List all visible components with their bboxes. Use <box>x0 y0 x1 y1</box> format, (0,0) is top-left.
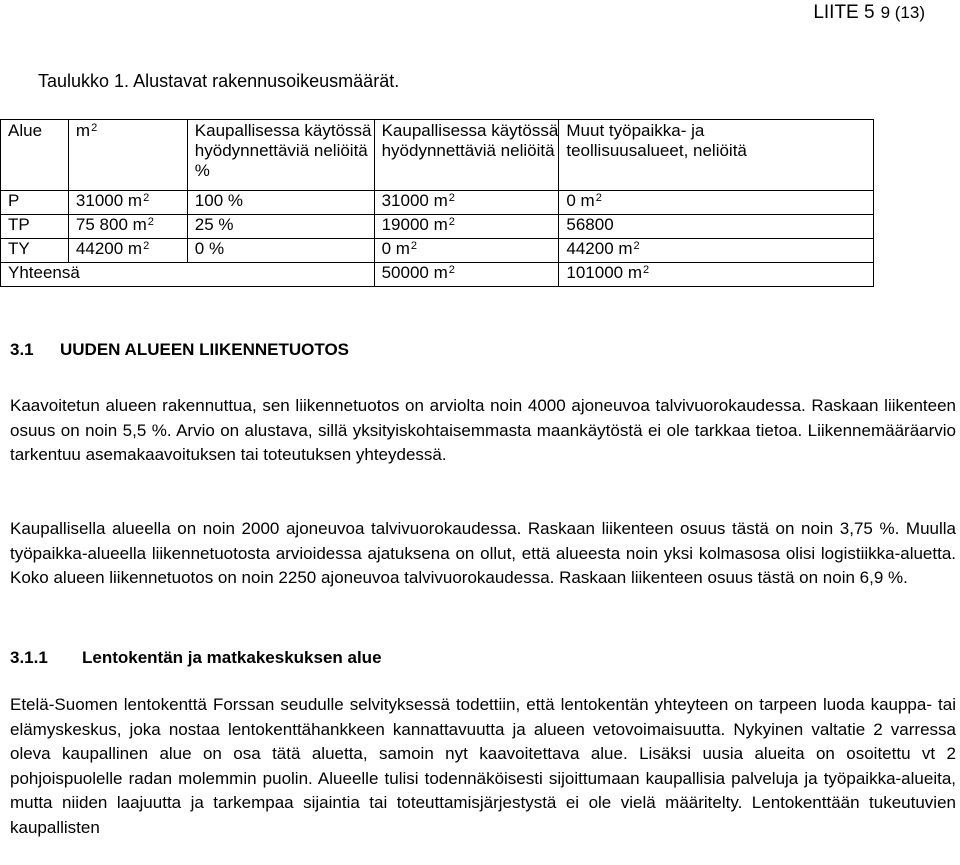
paragraph-traffic-estimate: Kaavoitetun alueen rakennuttua, sen liikennetuotos on arviolta noin 4000 ajoneuvoa talvivuorokaudessa. Raskaan liikenteen osuus on noin 5,5 %. Arvio on alustava, sillä yksityiskohtaisemmasta maankäytöstä ei ole tarkkaa tietoa. Liikennemääräarvio tarkentuu asemakaavoituksen tai toteutuksen yhteydessä. <box>10 396 956 464</box>
cell-total-muut: 101000 $m^2$ <box>559 263 874 287</box>
cell-kaup: 31000 $m^2$ <box>374 191 559 215</box>
cell-kaup: 0 $m^2$ <box>374 239 559 263</box>
cell-pct: 0 % <box>187 239 374 263</box>
appendix-label: LIITE 5 <box>813 2 875 23</box>
section-number: 3.1.1 <box>10 648 48 667</box>
cell-muut: 44200 $m^2$ <box>559 239 874 263</box>
cell-kaup: 19000 $m^2$ <box>374 215 559 239</box>
cell-total-kaup: 50000 $m^2$ <box>374 263 559 287</box>
header-kaupallinen-pct: Kaupallisessa käytössä hyödynnettäviä neliöitä % <box>187 120 374 191</box>
cell-total-label: Yhteensä <box>1 263 375 287</box>
section-heading-3-1 <box>10 340 349 360</box>
cell-muut: 0 $m^2$ <box>559 191 874 215</box>
header-kaupallinen-m2: Kaupallisessa käytössä hyödynnettäviä neliöitä <box>374 120 559 191</box>
table-header-row <box>1 120 874 191</box>
cell-m2: 44200 $m^2$ <box>68 239 187 263</box>
paragraph-commercial-traffic: Kaupallisella alueella on noin 2000 ajoneuvoa talvivuorokaudessa. Raskaan liikenteen osuus tästä on noin 3,75 %. Muulla työpaikka-alueella liikennetuotosta arvioidessa ajatuksena on ollut, että alueesta noin yksi kolmasosa olisi logistiikka-aluetta. Koko alueen liikennetuotos on noin 2250 ajoneuvoa talvivuorokaudessa. Raskaan liikenteen osuus tästä on noin 6,9 %. <box>10 519 956 587</box>
section-title: UUDEN ALUEEN LIIKENNETUOTOS <box>60 340 350 359</box>
cell-alue: P <box>1 191 69 215</box>
table-row <box>1 191 874 215</box>
cell-pct: 25 % <box>187 215 374 239</box>
cell-alue: TY <box>1 239 69 263</box>
header-alue: Alue <box>1 120 69 191</box>
table-total-row <box>1 263 874 287</box>
paragraph-airport-area: Etelä-Suomen lentokenttä Forssan seudulle selvityksessä todettiin, että lentokentän yhteyteen on tarpeen luoda kauppa- tai elämyskeskus, joka nostaa lentokenttähankkeen kannattavuutta ja alueen vetovoimaisuutta. Nykyinen valtatie 2 varressa oleva kaupallinen alue on osa tätä aluetta, samoin nyt kaavoitettava alue. Lisäksi uusia alueita on osoitettu vt 2 pohjoispuolelle radan molemmin puolin. Alueelle tulisi todennäköisesti sijoittumaan kaupallisia palveluja ja työpaikka-alueita, mutta niiden laajuutta ja tarkempaa sijaintia tai toteuttamisjärjestystä ei ole vielä määritelty. Lentokenttään tukeutuvien kaupallisten <box>10 695 956 837</box>
cell-alue: TP <box>1 215 69 239</box>
page-number: 9 (13) <box>880 3 925 22</box>
page-header <box>813 2 925 24</box>
cell-pct: 100 % <box>187 191 374 215</box>
table-row <box>1 215 874 239</box>
section-title: Lentokentän ja matkakeskuksen alue <box>82 648 382 667</box>
header-muut: Muut työpaikka- ja teollisuusalueet, neliöitä <box>559 120 874 191</box>
table-caption: Taulukko 1. Alustavat rakennusoikeusmäärät. <box>38 71 400 91</box>
section-number: 3.1 <box>10 340 34 359</box>
building-rights-table <box>0 119 874 287</box>
section-heading-3-1-1 <box>10 648 382 668</box>
cell-muut: 56800 <box>559 215 874 239</box>
table-row <box>1 239 874 263</box>
cell-m2: 31000 $m^2$ <box>68 191 187 215</box>
header-m2: $m^2$ <box>68 120 187 191</box>
cell-m2: 75 800 $m^2$ <box>68 215 187 239</box>
